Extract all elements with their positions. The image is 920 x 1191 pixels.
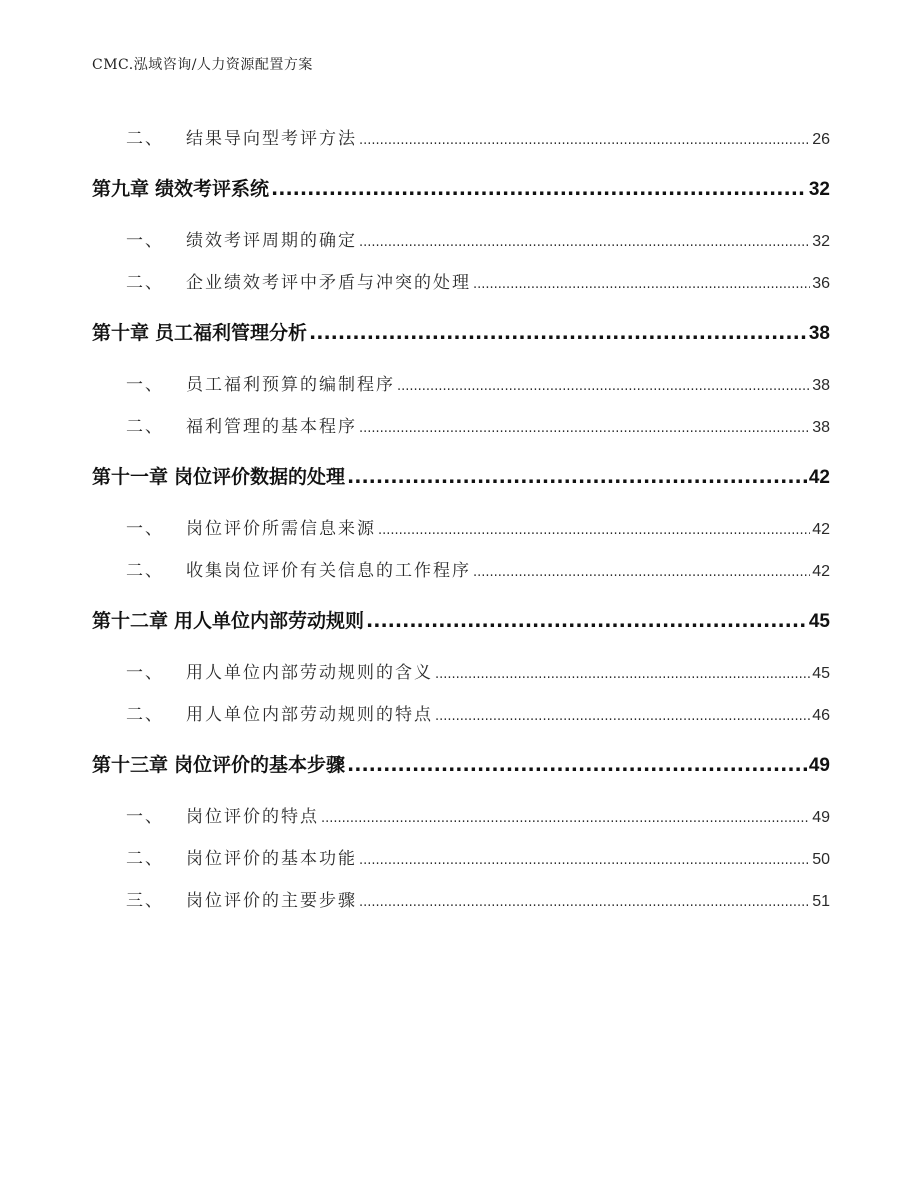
toc-section-entry[interactable]	[92, 268, 830, 293]
toc-page-number: 36	[812, 275, 830, 292]
toc-entry-number: 第十三章	[92, 754, 169, 776]
toc-entry-title: 用人单位内部劳动规则	[174, 610, 365, 632]
toc-page-number: 42	[808, 467, 830, 488]
toc-entry-number: 一、	[126, 519, 164, 539]
toc-page-number: 45	[808, 611, 830, 632]
toc-entry-number: 二、	[126, 273, 164, 293]
toc-page-number: 38	[808, 323, 830, 344]
toc-entry-number: 一、	[126, 231, 164, 251]
toc-entry-number: 一、	[126, 663, 164, 683]
toc-dot-leader	[473, 561, 810, 581]
toc-page-number: 26	[812, 131, 830, 148]
toc-section-entry[interactable]	[92, 844, 830, 869]
toc-dot-leader	[435, 705, 810, 725]
toc-entry-number: 二、	[126, 417, 164, 437]
toc-dot-leader	[271, 178, 807, 200]
toc-dot-leader	[359, 129, 810, 149]
toc-dot-leader	[359, 417, 810, 437]
toc-page-number: 38	[812, 419, 830, 436]
toc-entry-title: 岗位评价的特点	[186, 807, 319, 827]
toc-dot-leader	[435, 663, 810, 683]
toc-page-number: 50	[812, 851, 830, 868]
toc-page-number: 42	[812, 521, 830, 538]
toc-entry-title: 用人单位内部劳动规则的特点	[186, 705, 433, 725]
toc-section-entry[interactable]	[92, 802, 830, 827]
toc-dot-leader	[378, 519, 810, 539]
toc-entry-number: 二、	[126, 129, 164, 149]
toc-dot-leader	[359, 849, 810, 869]
toc-dot-leader	[473, 273, 810, 293]
toc-dot-leader	[359, 891, 810, 911]
toc-entry-title: 岗位评价的主要步骤	[186, 891, 357, 911]
toc-page-number: 42	[812, 563, 830, 580]
toc-chapter-entry[interactable]	[92, 750, 830, 777]
toc-entry-title: 员工福利预算的编制程序	[186, 375, 395, 395]
toc-dot-leader	[347, 466, 807, 488]
toc-dot-leader	[366, 610, 807, 632]
toc-dot-leader	[309, 322, 807, 344]
toc-entry-number: 一、	[126, 375, 164, 395]
toc-dot-leader	[321, 807, 810, 827]
toc-entry-number: 第十章	[92, 322, 150, 344]
toc-entry-number: 第十二章	[92, 610, 169, 632]
toc-section-entry[interactable]	[92, 412, 830, 437]
toc-chapter-entry[interactable]	[92, 606, 830, 633]
toc-section-entry[interactable]	[92, 886, 830, 911]
toc-page-number: 51	[812, 893, 830, 910]
toc-page-number: 45	[812, 665, 830, 682]
toc-dot-leader	[347, 754, 807, 776]
toc-entry-title: 用人单位内部劳动规则的含义	[186, 663, 433, 683]
toc-page-number: 32	[808, 179, 830, 200]
toc-entry-number: 二、	[126, 561, 164, 581]
toc-entry-title: 福利管理的基本程序	[186, 417, 357, 437]
toc-section-entry[interactable]	[92, 556, 830, 581]
toc-entry-number: 二、	[126, 705, 164, 725]
toc-entry-title: 绩效考评系统	[155, 178, 270, 200]
toc-section-entry[interactable]	[92, 514, 830, 539]
toc-entry-number: 三、	[126, 891, 164, 911]
toc-entry-title: 结果导向型考评方法	[186, 129, 357, 149]
toc-entry-title: 收集岗位评价有关信息的工作程序	[186, 561, 471, 581]
toc-section-entry[interactable]	[92, 370, 830, 395]
toc-entry-number: 第九章	[92, 178, 150, 200]
toc-entry-title: 岗位评价的基本功能	[186, 849, 357, 869]
toc-entry-title: 绩效考评周期的确定	[186, 231, 357, 251]
toc-dot-leader	[397, 375, 810, 395]
toc-section-entry[interactable]	[92, 700, 830, 725]
toc-page-number: 38	[812, 377, 830, 394]
toc-entry-title: 员工福利管理分析	[155, 322, 308, 344]
toc-entry-title: 岗位评价的基本步骤	[174, 754, 346, 776]
toc-page-number: 49	[808, 755, 830, 776]
toc-entry-title: 岗位评价所需信息来源	[186, 519, 376, 539]
toc-chapter-entry[interactable]	[92, 318, 830, 345]
page-header: CMC.泓域咨询/人力资源配置方案	[92, 57, 313, 73]
toc-entry-number: 一、	[126, 807, 164, 827]
toc-entry-title: 企业绩效考评中矛盾与冲突的处理	[186, 273, 471, 293]
toc-entry-number: 第十一章	[92, 466, 169, 488]
toc-section-entry[interactable]	[92, 226, 830, 251]
toc-entry-number: 二、	[126, 849, 164, 869]
toc-chapter-entry[interactable]	[92, 174, 830, 201]
toc-page-number: 46	[812, 707, 830, 724]
toc-entry-title: 岗位评价数据的处理	[174, 466, 346, 488]
toc-page-number: 49	[812, 809, 830, 826]
toc-chapter-entry[interactable]	[92, 462, 830, 489]
toc-dot-leader	[359, 231, 810, 251]
toc-page-number: 32	[812, 233, 830, 250]
toc-section-entry[interactable]	[92, 658, 830, 683]
toc-section-entry[interactable]	[92, 124, 830, 149]
